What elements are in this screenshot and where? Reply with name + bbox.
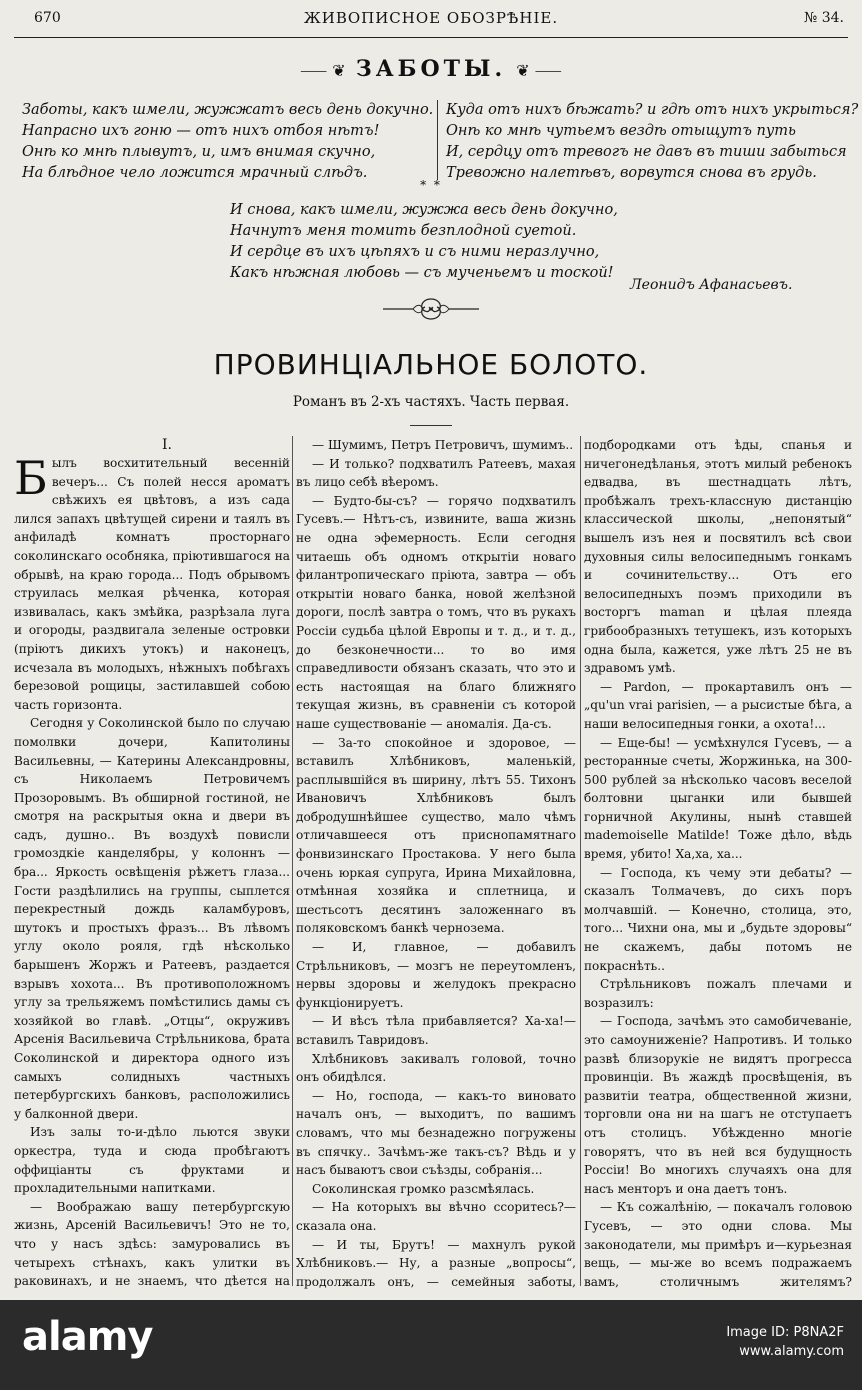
poem-left-stanza bbox=[22, 100, 433, 184]
poem-line: Онѣ ко мнѣ чутьемъ вездѣ отыщутъ путь bbox=[446, 123, 796, 139]
poem-author: Леонидъ Афанасьевъ. bbox=[630, 277, 793, 293]
title-rule bbox=[410, 425, 452, 426]
poem-line: Тревожно налетѣвъ, ворвутся снова въ грудь. bbox=[446, 165, 817, 181]
paragraph: — Къ сожалѣнію, — покачалъ головою Гусевъ, — это одни слова. Мы законодатели, мы примѣръ и—курьезная вещь, — мы-же во всемъ подражаемъ вамъ, столичнымъ жителямъ? bbox=[584, 1200, 852, 1289]
poem-title bbox=[0, 56, 862, 82]
paragraph: — Еще-бы! — усмѣхнулся Гусевъ, — а ресторанные счеты, Жоржинька, на 300-500 рублей за нѣсколько часовъ веселой болтовни цыганки или бывшей горничной Акулины, нынѣ ставшей mademoiselle Matilde! Тоже дѣло, вѣдь время, убито! Ха,ха, ха... bbox=[584, 735, 852, 862]
poem-line: На блѣдное чело ложится мрачный слѣдъ. bbox=[22, 165, 368, 181]
paragraph: — На которыхъ вы вѣчно ссоритесь?— сказала она. bbox=[296, 1200, 576, 1233]
paragraph: — И вѣсъ тѣла прибавляется? Ха-ха!— вставилъ Тавридовъ. bbox=[296, 1014, 576, 1047]
paragraph: — И ты, Брутъ! — махнулъ рукой Хлѣбниковъ.— Ну, а разные „вопросы“, продолжалъ онъ, — семейныя заботы, bbox=[296, 1237, 576, 1289]
alamy-logo: alamy bbox=[22, 1314, 153, 1360]
issue-number: № 34. bbox=[804, 10, 844, 26]
poem-divider bbox=[437, 100, 438, 180]
watermark-url: www.alamy.com bbox=[739, 1344, 844, 1359]
paragraph: Сегодня у Соколинской было по случаю помолвки дочери, Капитолины Васильевны, — Катерины Александровны, съ Николаемъ Петровичемъ Прозоровымъ. Въ обширной гостиной, не смотря на раскрытыя окна и двери въ садъ, душно.. Въ воздухѣ повисли громоздкіе канделябры, у колоннъ — бра... Яркость освѣщенія рѣжетъ глаза... Гости раздѣлились на группы, сыплется перекрестный дождь каламбуровъ, шутокъ и простыхъ фразъ... Въ лѣвомъ углу около рояля, гдѣ нѣсколько барышенъ Жоржъ и Ратеевъ, раздается взрывъ хохота... Въ противоположномъ углу за трельяжемъ помѣстились дамы съ хозяйкой во главѣ. „Отцы“, окруживъ Арсенія Васильевича Стрѣльникова, брата Соколинской и директора одного изъ самыхъ солидныхъ частныхъ петербургскихъ банковъ, расположились у балконной двери. bbox=[14, 716, 290, 1121]
poem-line: Заботы, какъ шмели, жужжатъ весь день докучно. bbox=[22, 102, 434, 118]
paragraph: — Шумимъ, Петръ Петровичъ, шумимъ.. bbox=[312, 438, 574, 452]
drop-cap: Б bbox=[14, 451, 48, 505]
paragraph: — Pardon, — прокартавилъ онъ — „qu'un vrai parisien, — а рысистые бѣга, а наши велосипедныя гонки, а охота!... bbox=[584, 679, 852, 731]
column-divider bbox=[292, 436, 293, 1286]
story-subtitle: Романъ въ 2-хъ частяхъ. Часть первая. bbox=[292, 394, 570, 410]
paragraph: Соколинская громко разсмѣялась. bbox=[312, 1181, 535, 1196]
poem-line: Начнутъ меня томить безплодной суетой. bbox=[230, 223, 577, 239]
poem-line: И, сердцу отъ тревогъ не давъ въ тиши забыться bbox=[446, 144, 847, 160]
paragraph bbox=[14, 451, 290, 714]
paragraph: — Будто-бы-съ? — горячо подхватилъ Гусевъ.— Нѣтъ-съ, извините, ваша жизнь не одна эфемерность. Если сегодня читаешь объ одномъ открытіи новаго филантропическаго пріюта, завтра — объ открытіи новаго банка, новой желѣзной дороги, послѣ завтра о томъ, что въ рукахъ Россіи судьба цѣлой Европы и т. д., и т. д., до безконечности... то во имя справедливости обязанъ сказать, что это и есть настоящая на благо ближняго текущая жизнь, въ сравненіи съ которой наше существованіе — аномалія. Да-съ. bbox=[296, 493, 576, 731]
stanza-stars: * * bbox=[420, 178, 442, 192]
chapter-number: I. bbox=[162, 437, 172, 453]
ornament-icon: ⸺ ❦ bbox=[300, 61, 356, 80]
page-number: 670 bbox=[34, 10, 61, 26]
running-header bbox=[0, 6, 862, 34]
column-divider bbox=[580, 436, 581, 1286]
poem-final-stanza bbox=[230, 200, 618, 284]
text-column-1 bbox=[14, 436, 290, 1292]
paragraph: — Господа, къ чему эти дебаты? — сказалъ Толмачевъ, до сихъ поръ молчавшій. — Конечно, столица, это, того... Чихни она, мы и „будьте здоровы“ не скажемъ, дабы потомъ не покраснѣть.. bbox=[584, 865, 852, 973]
paragraph: — Но, господа, — какъ-то виновато началъ онъ, — выходитъ, по вашимъ словамъ, что мы безнадежно погружены въ спячку.. Зачѣмъ-же такъ-съ? Вѣдь и у насъ бываютъ свои съѣзды, собранія... bbox=[296, 1088, 576, 1178]
poem-line: Напрасно ихъ гоню — отъ нихъ отбоя нѣтъ! bbox=[22, 123, 380, 139]
paragraph: — Господа, зачѣмъ это самобичеваніе, это самоуниженіе? Напротивъ. И только развѣ близорукіе не видятъ прогресса провинціи. Въ жаждѣ просвѣщенія, въ развитіи театра, общественной жизни, торговли она ни на шагъ не отступаетъ отъ столицъ. Убѣжденно многіе говорятъ, что въ ней вся будущность Россіи! Во многихъ случаяхъ она для насъ менторъ и она даетъ тонъ. bbox=[584, 1014, 852, 1196]
paragraph: Стрѣльниковъ пожалъ плечами и возразилъ: bbox=[584, 977, 852, 1010]
paragraph: — За-то спокойное и здоровое, — вставилъ Хлѣбниковъ, маленькій, расплывшійся въ ширину, лѣтъ 55. Тихонъ Ивановичъ Хлѣбниковъ былъ добродушнѣйшее существо, мало чѣмъ отличавшееся отъ приснопамятнаго фонвизинскаго Простакова. У него была очень юркая супруга, Ирина Михайловна, отмѣнная хозяйка и сплетница, и шестьсотъ десятинъ заложеннаго въ поляковскомъ банкѣ чернозема. bbox=[296, 735, 576, 936]
poem-line: Какъ нѣжная любовь — съ мученьемъ и тоской! bbox=[230, 265, 614, 281]
poem-line: И сердце въ ихъ цѣпяхъ и съ ними неразлучно, bbox=[230, 244, 600, 260]
journal-title: ЖИВОПИСНОЕ ОБОЗРѢНІЕ. bbox=[303, 9, 559, 27]
paragraph: — Воображаю вашу петербургскую жизнь, Арсеній Васильевичъ! Это не то, что у насъ здѣсь: замуровались въ четырехъ стѣнахъ, какъ улитки въ раковинахъ, и не знаемъ, что дѣется на bbox=[14, 1199, 290, 1289]
image-id: Image ID: P8NA2F bbox=[726, 1325, 844, 1340]
fleuron-ornament-icon bbox=[381, 296, 481, 322]
poem-title-text: ЗАБОТЫ. bbox=[355, 56, 507, 82]
text-column-3 bbox=[584, 436, 852, 1292]
story-title: ПРОВИНЦІАЛЬНОЕ БОЛОТО. bbox=[213, 348, 649, 381]
poem-line: Куда отъ нихъ бѣжать? и гдѣ отъ нихъ укрыться? bbox=[446, 102, 859, 118]
paragraph: Изъ залы то-и-дѣло льются звуки оркестра, туда и сюда пробѣгаютъ оффиціанты съ фруктами и прохладительными напитками. bbox=[14, 1125, 290, 1196]
poem-line: И снова, какъ шмели, жужжа весь день докучно, bbox=[230, 202, 618, 218]
poem-right-stanza bbox=[446, 100, 858, 184]
header-rule bbox=[14, 37, 848, 38]
paragraph: подбородками отъ ѣды, спанья и ничегонедѣланья, этотъ милый ребенокъ едвадва, въ шестнадцать лѣтъ, пробѣжалъ трехъ-классную дистанцію классической школы, „непонятый“ вышелъ изъ нея и посвятилъ всѣ свои духовныя силы велосипеднымъ гонкамъ и сочинительству... Отъ его велосипедныхъ поэмъ приходили въ восторгъ maman и цѣлая плеяда грибообразныхъ тетушекъ, изъ которыхъ одна была, кажется, уже лѣтъ 25 не въ здравомъ умѣ. bbox=[584, 438, 852, 676]
ornament-icon: ❦ ⸺ bbox=[506, 61, 562, 80]
paragraph: — И только? подхватилъ Ратеевъ, махая въ лицо себѣ вѣеромъ. bbox=[296, 456, 576, 490]
paragraph: — И, главное, — добавилъ Стрѣльниковъ, — мозгъ не переутомленъ, нервы здоровы и желудокъ прекрасно функціонируетъ. bbox=[296, 940, 576, 1010]
poem-line: Онѣ ко мнѣ плывутъ, и, имъ внимая скучно, bbox=[22, 144, 376, 160]
paragraph: Хлѣбниковъ закивалъ головой, точно онъ обидѣлся. bbox=[296, 1051, 576, 1085]
watermark-bar bbox=[0, 1300, 862, 1390]
paragraph-text: ылъ восхитительный весенній вечеръ... Съ полей несся ароматъ свѣжихъ ея цвѣтовъ, а изъ сада лился запахъ цвѣтущей сирени и таялъ въ анфиладѣ комнатъ просторнаго соколинскаго особняка, пріютившагося на обрывѣ, на краю города... Подъ обрывомъ струилась мелкая рѣченка, которая извивалась, какъ змѣйка, разрѣзала луга и огороды, раздвигала зеленые островки (пріютъ дикихъ утокъ) и наконецъ, исчезала въ молодыхъ, нѣжныхъ побѣгахъ березовой рощицы, застилавшей собою часть горизонта. bbox=[14, 456, 290, 712]
text-column-2 bbox=[296, 436, 576, 1292]
